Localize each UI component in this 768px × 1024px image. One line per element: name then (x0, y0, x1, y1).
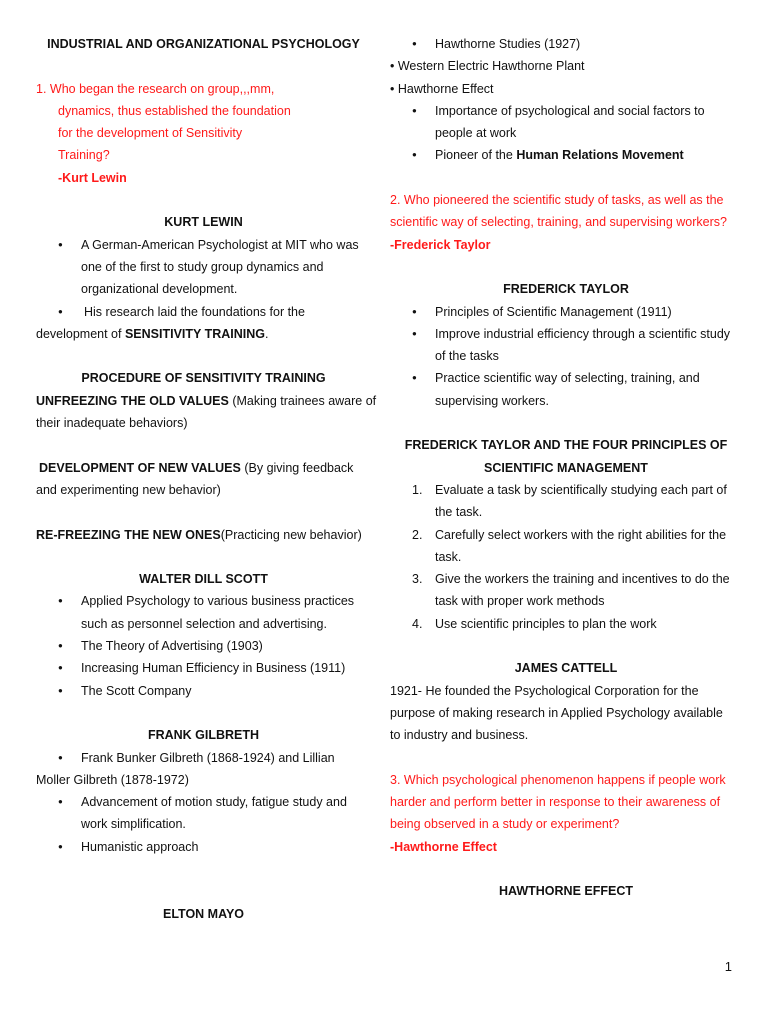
list-item (390, 323, 742, 368)
question-1-answer: -Kurt Lewin (58, 170, 127, 185)
list-item (36, 301, 371, 323)
text: (Making trainees aware of (228, 393, 377, 408)
bullet-text: ● Improve industrial efficiency through a scientific study (435, 326, 731, 341)
item-text: Carefully select workers with the right abilities for the (435, 527, 727, 542)
bullet-text: ● Practice scientific way of selecting, training, and (435, 371, 700, 386)
text: (By giving feedback (240, 460, 354, 475)
question-1-line-1: 1. Who began the research on group,,,mm, (36, 81, 275, 96)
bullet-text: supervising workers. (435, 393, 549, 408)
list-item (390, 613, 742, 635)
list-item (390, 301, 742, 323)
development-term: DEVELOPMENT OF NEW VALUES (39, 460, 241, 475)
scott-list (36, 590, 371, 701)
list-item (390, 100, 742, 145)
list-item (36, 234, 371, 301)
bullet-text (435, 144, 742, 166)
text: Pioneer of the (435, 148, 517, 163)
page-number: 1 (724, 959, 732, 974)
kurt-lewin-heading: KURT LEWIN (164, 215, 243, 230)
document-title: INDUSTRIAL AND ORGANIZATIONAL PSYCHOLOGY (47, 37, 360, 51)
bullet-text: ● The Scott Company (81, 683, 192, 698)
bullet-text: ● The Theory of Advertising (1903) (81, 639, 263, 654)
bullet-text: ● Hawthorne Studies (1927) (435, 37, 581, 51)
question-2-line-2: scientific way of selecting, training, and supervising workers? (390, 215, 727, 230)
question-3-line-3: being observed in a study or experiment? (390, 817, 620, 832)
gilbreth-continuation: Moller Gilbreth (1878-1972) (36, 772, 189, 787)
question-2-answer: -Frederick Taylor (390, 237, 491, 252)
human-relations-term: Human Relations Movement (516, 148, 684, 163)
item-number: 1. (412, 482, 423, 497)
unfreezing-line-2: their inadequate behaviors) (36, 416, 188, 431)
text: (Practicing new behavior) (220, 527, 362, 542)
text: development of (36, 326, 125, 341)
gilbreth-list (36, 747, 371, 769)
refreezing-line (36, 524, 371, 546)
question-3-line-1: 3. Which psychological phenomenon happens if people work (390, 772, 726, 787)
four-principles-heading-line-1: FREDERICK TAYLOR AND THE FOUR PRINCIPLES OF (404, 438, 728, 453)
cattell-line-2: purpose of making research in Applied Psychology available (390, 705, 723, 720)
four-principles-list (390, 479, 742, 635)
cattell-line-3: to industry and business. (390, 728, 529, 743)
bullet-text: organizational development. (81, 282, 238, 297)
list-item (36, 791, 371, 836)
lewin-continuation (36, 323, 371, 345)
item-text: Use scientific principles to plan the work (435, 616, 657, 631)
bullet-text: such as personnel selection and advertising. (81, 616, 327, 631)
hawthorne-effect-heading: HAWTHORNE EFFECT (498, 884, 634, 899)
frank-gilbreth-heading: FRANK GILBRETH (147, 728, 260, 743)
question-1-line-3: for the development of Sensitivity (58, 126, 243, 141)
taylor-list (390, 301, 742, 412)
list-item (390, 144, 742, 166)
list-item (390, 33, 742, 55)
text: . (265, 326, 269, 341)
four-principles-heading-line-2: SCIENTIFIC MANAGEMENT (484, 460, 648, 475)
list-item (390, 524, 742, 569)
bullet-text: ● His research laid the foundations for the (84, 304, 305, 319)
james-cattell-heading: JAMES CATTELL (514, 661, 618, 676)
bullet-text: one of the first to study group dynamics and (81, 259, 324, 274)
list-item (36, 680, 371, 702)
question-2-line-1: 2. Who pioneered the scientific study of tasks, as well as the (390, 193, 724, 208)
procedure-heading: PROCEDURE OF SENSITIVITY TRAINING (81, 371, 326, 386)
item-text: task with proper work methods (435, 594, 605, 609)
sensitivity-training-term: SENSITIVITY TRAINING (124, 326, 266, 341)
refreezing-term: RE-FREEZING THE NEW ONES (36, 527, 221, 542)
bullet-text: of the tasks (435, 349, 499, 364)
question-3-line-2: harder and perform better in response to their awareness of (390, 795, 721, 810)
bullet-text: ● Importance of psychological and social factors to (435, 103, 705, 118)
list-item (36, 657, 371, 679)
cattell-line-1: 1921- He founded the Psychological Corporation for the (390, 683, 699, 698)
development-line (36, 457, 371, 479)
hawthorne-effect-line: • Hawthorne Effect (390, 81, 494, 96)
list-item (390, 568, 742, 613)
kurt-lewin-list (36, 234, 371, 323)
frederick-taylor-heading: FREDERICK TAYLOR (503, 282, 629, 297)
bullet-text: ● Increasing Human Efficiency in Business (1911) (81, 661, 346, 676)
question-1-line-2: dynamics, thus established the foundation (58, 103, 291, 118)
item-number: 3. (412, 572, 423, 587)
bullet-text: ● Applied Psychology to various business practices (81, 594, 355, 609)
question-3-answer: -Hawthorne Effect (390, 839, 497, 854)
item-text: Evaluate a task by scientifically studying each part of (435, 482, 727, 497)
bullet-text: ● A German-American Psychologist at MIT who was (81, 237, 359, 252)
elton-mayo-heading: ELTON MAYO (162, 906, 245, 921)
question-1-line-4: Training? (58, 148, 110, 163)
bullet-text: ● Principles of Scientific Management (1911) (435, 304, 672, 319)
list-item (390, 479, 742, 524)
bullet-text: work simplification. (81, 817, 186, 832)
unfreezing-term: UNFREEZING THE OLD VALUES (36, 393, 229, 408)
list-item (390, 367, 742, 412)
mayo-findings-list (390, 100, 742, 167)
walter-dill-scott-heading: WALTER DILL SCOTT (139, 572, 268, 587)
hawthorne-studies-list (390, 33, 742, 55)
list-item (36, 747, 371, 769)
bullet-text: ● Advancement of motion study, fatigue study and (81, 795, 347, 810)
bullet-text: ● Humanistic approach (81, 839, 199, 854)
right-column (390, 33, 742, 903)
left-column (36, 33, 377, 925)
western-electric-line: • Western Electric Hawthorne Plant (390, 59, 585, 74)
item-number: 4. (412, 616, 423, 631)
item-text: task. (435, 549, 462, 564)
list-item (36, 590, 371, 635)
list-item (36, 635, 371, 657)
gilbreth-list-2 (36, 791, 371, 858)
item-number: 2. (412, 527, 423, 542)
unfreezing-line (36, 390, 377, 412)
list-item (36, 836, 371, 858)
item-text: the task. (435, 505, 483, 520)
bullet-text: people at work (435, 126, 517, 141)
development-line-2: and experimenting new behavior) (36, 482, 221, 497)
bullet-text: ● Frank Bunker Gilbreth (1868-1924) and Lillian (81, 750, 335, 765)
item-text: Give the workers the training and incentives to do the (435, 572, 730, 587)
